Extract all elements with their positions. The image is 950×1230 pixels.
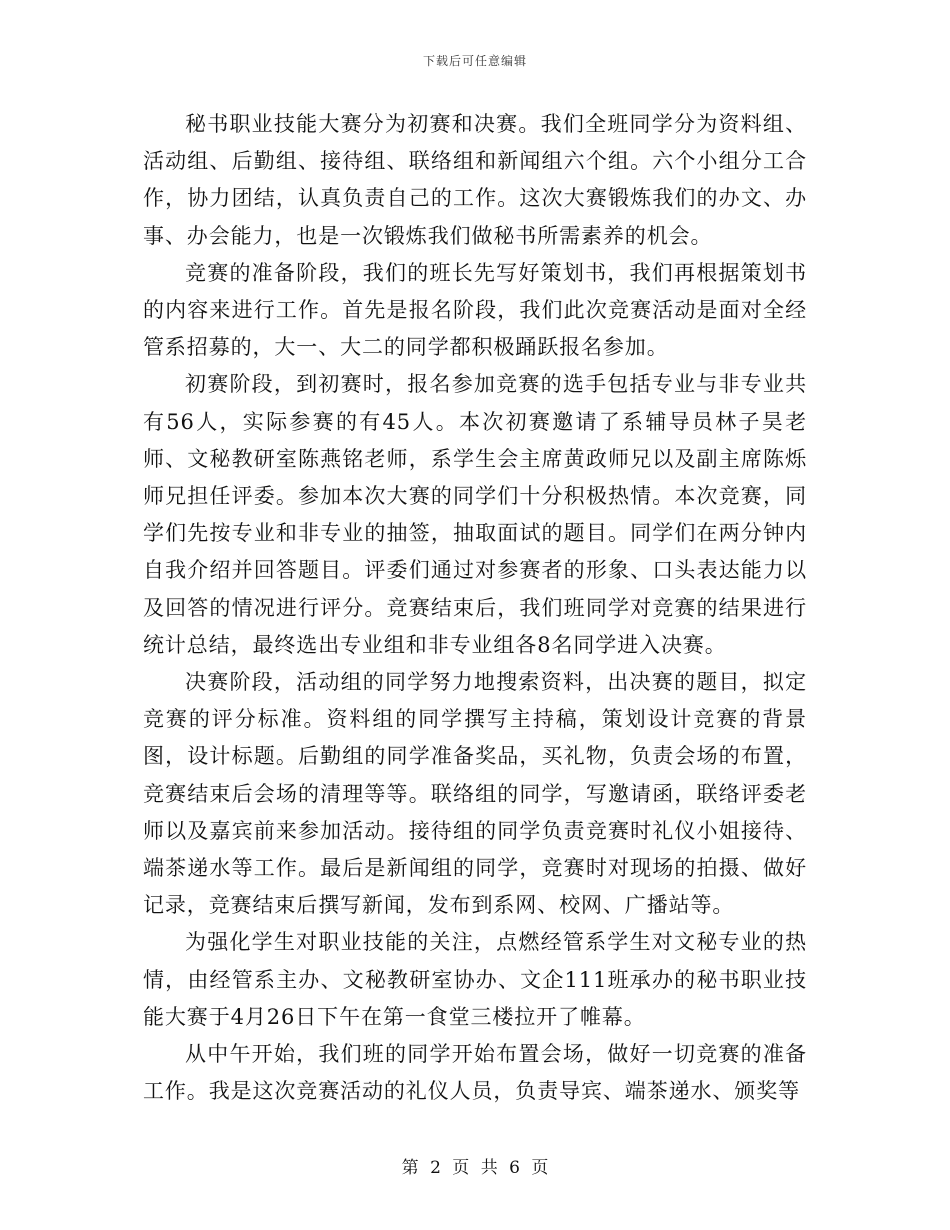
paragraph-preparation-stage: 竞赛的准备阶段，我们的班长先写好策划书，我们再根据策划书的内容来进行工作。首先是报名阶段，我们此次竞赛活动是面对全经管系招募的，大一、大二的同学都积极踊跃报名参加。 <box>143 260 807 360</box>
paragraph-venue-setup: 从中午开始，我们班的同学开始布置会场，做好一切竞赛的准备工作。我是这次竞赛活动的礼仪人员，负责导宾、端茶递水、颁奖等 <box>143 1042 807 1104</box>
page-number-footer: 第 2 页 共 6 页 <box>401 1158 549 1178</box>
paragraph-competition-structure: 秘书职业技能大赛分为初赛和决赛。我们全班同学分为资料组、活动组、后勤组、接待组、联络组和新闻组六个组。六个小组分工合作，协力团结，认真负责自己的工作。这次大赛锻炼我们的办文、办事、办会能力，也是一次锻炼我们做秘书所需素养的机会。 <box>143 112 807 248</box>
paragraph-event-opening: 为强化学生对职业技能的关注，点燃经管系学生对文秘专业的热情，由经管系主办、文秘教研室协办、文企111班承办的秘书职业技能大赛于4月26日下午在第一食堂三楼拉开了帷幕。 <box>143 930 807 1029</box>
page-header-note: 下载后可任意编辑 <box>422 54 527 68</box>
paragraph-final-round: 决赛阶段，活动组的同学努力地搜索资料，出决赛的题目，拟定竞赛的评分标准。资料组的同学撰写主持稿，策划设计竞赛的背景图，设计标题。后勤组的同学准备奖品，买礼物，负责会场的布置，竞赛结束后会场的清理等等。联络组的同学，写邀请函，联络评委老师以及嘉宾前来参加活动。接待组的同学负责竞赛时礼仪小姐接待、端茶递水等工作。最后是新闻组的同学，竞赛时对现场的拍摄、做好记录，竞赛结束后撰写新闻，发布到系网、校网、广播站等。 <box>143 670 807 918</box>
document-body <box>143 106 807 1110</box>
paragraph-preliminary-round: 初赛阶段，到初赛时，报名参加竞赛的选手包括专业与非专业共有56人，实际参赛的有45人。本次初赛邀请了系辅导员林子昊老师、文秘教研室陈燕铭老师，系学生会主席黄政师兄以及副主席陈烁师兄担任评委。参加本次大赛的同学们十分积极热情。本次竞赛，同学们先按专业和非专业的抽签，抽取面试的题目。同学们在两分钟内自我介绍并回答题目。评委们通过对参赛者的形象、口头表达能力以及回答的情况进行评分。竞赛结束后，我们班同学对竞赛的结果进行统计总结，最终选出专业组和非专业组各8名同学进入决赛。 <box>143 372 807 657</box>
